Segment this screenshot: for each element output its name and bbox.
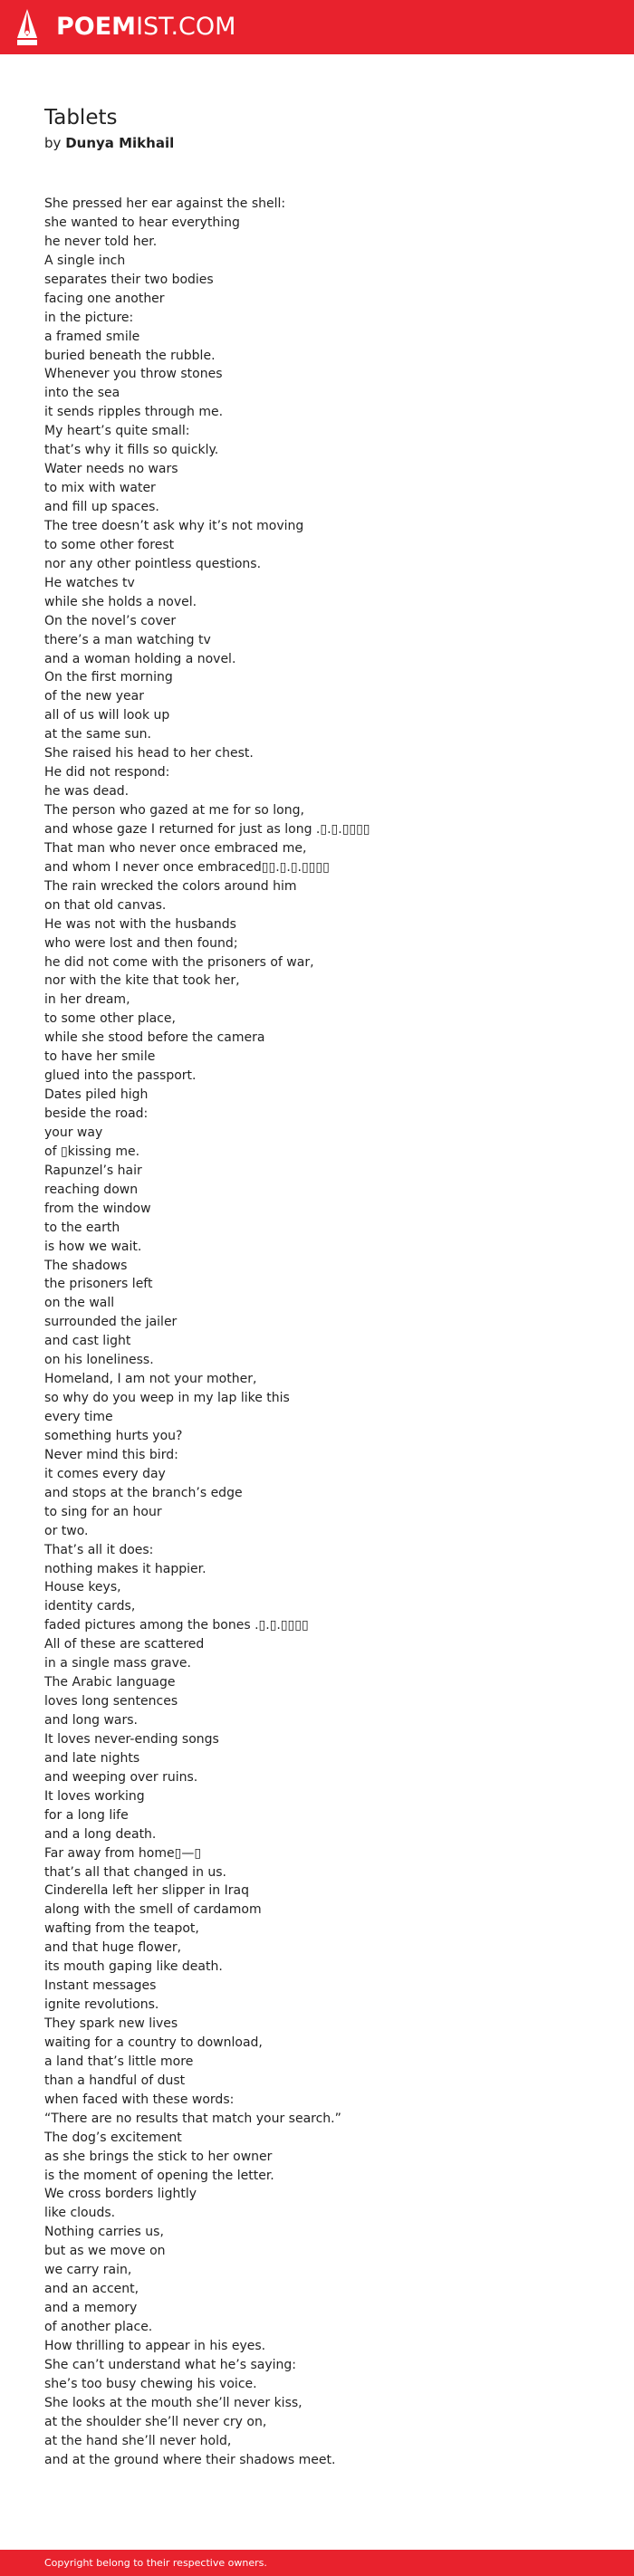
poem-line: beside the road: bbox=[44, 1106, 149, 1121]
poem-line: She looks at the mouth she’ll never kiss, bbox=[44, 2395, 303, 2410]
poem-line: Nothing carries us, bbox=[44, 2225, 164, 2240]
poem-line: a land that’s little more bbox=[44, 2054, 194, 2069]
poem-line: On the first morning bbox=[44, 670, 173, 685]
poem-line: into the sea bbox=[44, 386, 120, 401]
site-header bbox=[0, 0, 634, 54]
byline bbox=[44, 134, 606, 152]
poem-line: Cinderella left her slipper in Iraq bbox=[44, 1883, 249, 1899]
poem-article bbox=[44, 103, 606, 2470]
poem-line: and cast light bbox=[44, 1334, 131, 1349]
poem-line: They spark new lives bbox=[44, 2016, 178, 2031]
poem-line: is how we wait. bbox=[44, 1239, 142, 1254]
poem-line: while she holds a novel. bbox=[44, 594, 197, 609]
poem-line: to sing for an hour bbox=[44, 1504, 162, 1519]
poem-line: A single inch bbox=[44, 253, 126, 268]
poem-line: but as we move on bbox=[44, 2244, 166, 2259]
poem-line: and a memory bbox=[44, 2301, 138, 2316]
poem-line: She raised his head to her chest. bbox=[44, 746, 254, 761]
poem-line: Far away from home▯—▯ bbox=[44, 1845, 202, 1861]
poem-line: nor any other pointless questions. bbox=[44, 556, 262, 571]
poem-line: and at the ground where their shadows meet. bbox=[44, 2452, 336, 2467]
poem-line: He did not respond: bbox=[44, 765, 170, 780]
poem-line: He watches tv bbox=[44, 575, 135, 590]
poem-line: on his loneliness. bbox=[44, 1353, 154, 1368]
poem-line: of another place. bbox=[44, 2320, 153, 2334]
poem-line: and that huge flower, bbox=[44, 1940, 182, 1956]
poem-line: that’s why it fills so quickly. bbox=[44, 443, 219, 458]
site-footer bbox=[0, 2550, 634, 2576]
poem-line: ignite revolutions. bbox=[44, 1997, 159, 2013]
poem-line: loves long sentences bbox=[44, 1694, 178, 1709]
poem-line: it sends ripples through me. bbox=[44, 405, 224, 420]
poem-line: is the moment of opening the letter. bbox=[44, 2168, 274, 2183]
poem-line: that’s all that changed in us. bbox=[44, 1864, 227, 1880]
poem-line: Whenever you throw stones bbox=[44, 367, 223, 382]
poem-line: The tree doesn’t ask why it’s not moving bbox=[44, 518, 304, 533]
poem-line: That’s all it does: bbox=[44, 1542, 154, 1557]
by-label: by bbox=[44, 135, 62, 151]
poem-line: The Arabic language bbox=[44, 1675, 176, 1690]
logo-light-text: IST.COM bbox=[136, 13, 236, 41]
poem-line: it comes every day bbox=[44, 1466, 166, 1481]
poem-line: buried beneath the rubble. bbox=[44, 348, 216, 363]
poem-line: He was not with the husbands bbox=[44, 916, 236, 932]
poem-line: glued into the passport. bbox=[44, 1068, 197, 1084]
poem-line: its mouth gaping like death. bbox=[44, 1959, 223, 1975]
poem-line: On the novel’s cover bbox=[44, 613, 177, 628]
poem-line: in her dream, bbox=[44, 992, 130, 1008]
poem-line: something hurts you? bbox=[44, 1428, 183, 1443]
site-logo[interactable] bbox=[56, 12, 235, 43]
poem-line: My heart’s quite small: bbox=[44, 424, 190, 439]
poem-line: and a long death. bbox=[44, 1826, 157, 1842]
poem-body bbox=[44, 195, 606, 2470]
poem-line: separates their two bodies bbox=[44, 272, 214, 287]
poem-line: The person who gazed at me for so long, bbox=[44, 803, 304, 818]
poem-line: faded pictures among the bones .▯.▯.▯▯▯▯ bbox=[44, 1618, 309, 1633]
poem-line: who were lost and then found; bbox=[44, 935, 238, 951]
poem-title: Tablets bbox=[44, 106, 118, 129]
poem-line: she wanted to hear everything bbox=[44, 215, 240, 230]
poem-line: and fill up spaces. bbox=[44, 500, 159, 514]
poem-line: House keys, bbox=[44, 1580, 121, 1595]
poem-line: waiting for a country to download, bbox=[44, 2035, 263, 2050]
poem-line: a framed smile bbox=[44, 329, 140, 344]
poem-line: identity cards, bbox=[44, 1599, 136, 1614]
poem-line: That man who never once embraced me, bbox=[44, 840, 307, 856]
poem-line: Homeland, I am not your mother, bbox=[44, 1372, 257, 1387]
poem-line: in a single mass grave. bbox=[44, 1656, 191, 1671]
poem-line: nothing makes it happier. bbox=[44, 1561, 207, 1576]
poem-line: and late nights bbox=[44, 1750, 140, 1766]
poem-line: or two. bbox=[44, 1523, 89, 1538]
poem-line: and whom I never once embraced▯▯.▯.▯.▯▯▯▯ bbox=[44, 859, 330, 875]
poem-line: we carry rain, bbox=[44, 2263, 132, 2278]
poem-line: Instant messages bbox=[44, 1978, 157, 1994]
poem-line: and stops at the branch’s edge bbox=[44, 1485, 243, 1500]
poem-line: She can’t understand what he’s saying: bbox=[44, 2357, 296, 2372]
poem-line: to mix with water bbox=[44, 481, 156, 496]
poem-line: from the window bbox=[44, 1201, 151, 1216]
poem-line: and long wars. bbox=[44, 1713, 138, 1728]
poem-line: facing one another bbox=[44, 291, 165, 306]
poem-line: he never told her. bbox=[44, 234, 158, 249]
poem-line: he did not come with the prisoners of war, bbox=[44, 954, 314, 970]
poem-line: at the hand she’ll never hold, bbox=[44, 2433, 232, 2448]
poem-line: than a handful of dust bbox=[44, 2073, 186, 2088]
poem-line: in the picture: bbox=[44, 310, 134, 325]
poem-line: as she brings the stick to her owner bbox=[44, 2149, 273, 2164]
poem-line: wafting from the teapot, bbox=[44, 1921, 199, 1937]
poem-line: of the new year bbox=[44, 689, 144, 704]
poem-line: The shadows bbox=[44, 1258, 128, 1273]
poem-line: nor with the kite that took her, bbox=[44, 973, 240, 989]
poem-line: like clouds. bbox=[44, 2206, 116, 2221]
poem-line: surrounded the jailer bbox=[44, 1315, 178, 1330]
poem-line: and a woman holding a novel. bbox=[44, 651, 236, 666]
author-link[interactable]: Dunya Mikhail bbox=[65, 135, 175, 151]
poem-line: on that old canvas. bbox=[44, 897, 167, 913]
poem-line: to some other forest bbox=[44, 537, 175, 552]
poem-line: to have her smile bbox=[44, 1049, 156, 1065]
poem-line: How thrilling to appear in his eyes. bbox=[44, 2338, 266, 2353]
poem-line: Never mind this bird: bbox=[44, 1447, 178, 1462]
poem-line: the prisoners left bbox=[44, 1277, 153, 1292]
poem-line: It loves never-ending songs bbox=[44, 1731, 219, 1747]
poem-line: and an accent, bbox=[44, 2282, 139, 2297]
poem-line: “There are no results that match your search.” bbox=[44, 2111, 341, 2126]
poem-line: Rapunzel’s hair bbox=[44, 1163, 142, 1178]
poem-line: he was dead. bbox=[44, 784, 130, 800]
copyright-text: Copyright belong to their respective owners. bbox=[44, 2557, 267, 2569]
poem-line: so why do you weep in my lap like this bbox=[44, 1391, 290, 1406]
poem-line: on the wall bbox=[44, 1296, 115, 1311]
poem-line: there’s a man watching tv bbox=[44, 632, 211, 647]
pen-nib-icon[interactable] bbox=[16, 8, 38, 46]
poem-line: It loves working bbox=[44, 1788, 145, 1804]
poem-line: and whose gaze I returned for just as long .▯.▯.▯▯▯▯ bbox=[44, 821, 370, 837]
poem-line: your way bbox=[44, 1125, 103, 1140]
poem-line: We cross borders lightly bbox=[44, 2187, 197, 2202]
poem-line: at the shoulder she’ll never cry on, bbox=[44, 2414, 267, 2429]
poem-line: to the earth bbox=[44, 1220, 120, 1235]
poem-line: Water needs no wars bbox=[44, 462, 178, 477]
poem-line: she’s too busy chewing his voice. bbox=[44, 2376, 257, 2391]
poem-line: while she stood before the camera bbox=[44, 1030, 265, 1046]
poem-line: Dates piled high bbox=[44, 1087, 149, 1103]
poem-line: to some other place, bbox=[44, 1011, 176, 1027]
poem-line: all of us will look up bbox=[44, 708, 170, 723]
logo-bold-text: POEM bbox=[56, 13, 137, 41]
poem-line: of ▯kissing me. bbox=[44, 1144, 140, 1159]
poem-line: All of these are scattered bbox=[44, 1637, 205, 1652]
poem-line: The rain wrecked the colors around him bbox=[44, 878, 297, 894]
poem-line: and weeping over ruins. bbox=[44, 1769, 198, 1785]
poem-line: The dog’s excitement bbox=[44, 2130, 182, 2145]
poem-line: for a long life bbox=[44, 1807, 129, 1823]
poem-line: at the same sun. bbox=[44, 727, 152, 742]
poem-line: when faced with these words: bbox=[44, 2092, 235, 2107]
poem-line: every time bbox=[44, 1410, 113, 1424]
poem-line: along with the smell of cardamom bbox=[44, 1902, 262, 1918]
poem-line: reaching down bbox=[44, 1182, 139, 1197]
poem-line: She pressed her ear against the shell: bbox=[44, 196, 286, 211]
